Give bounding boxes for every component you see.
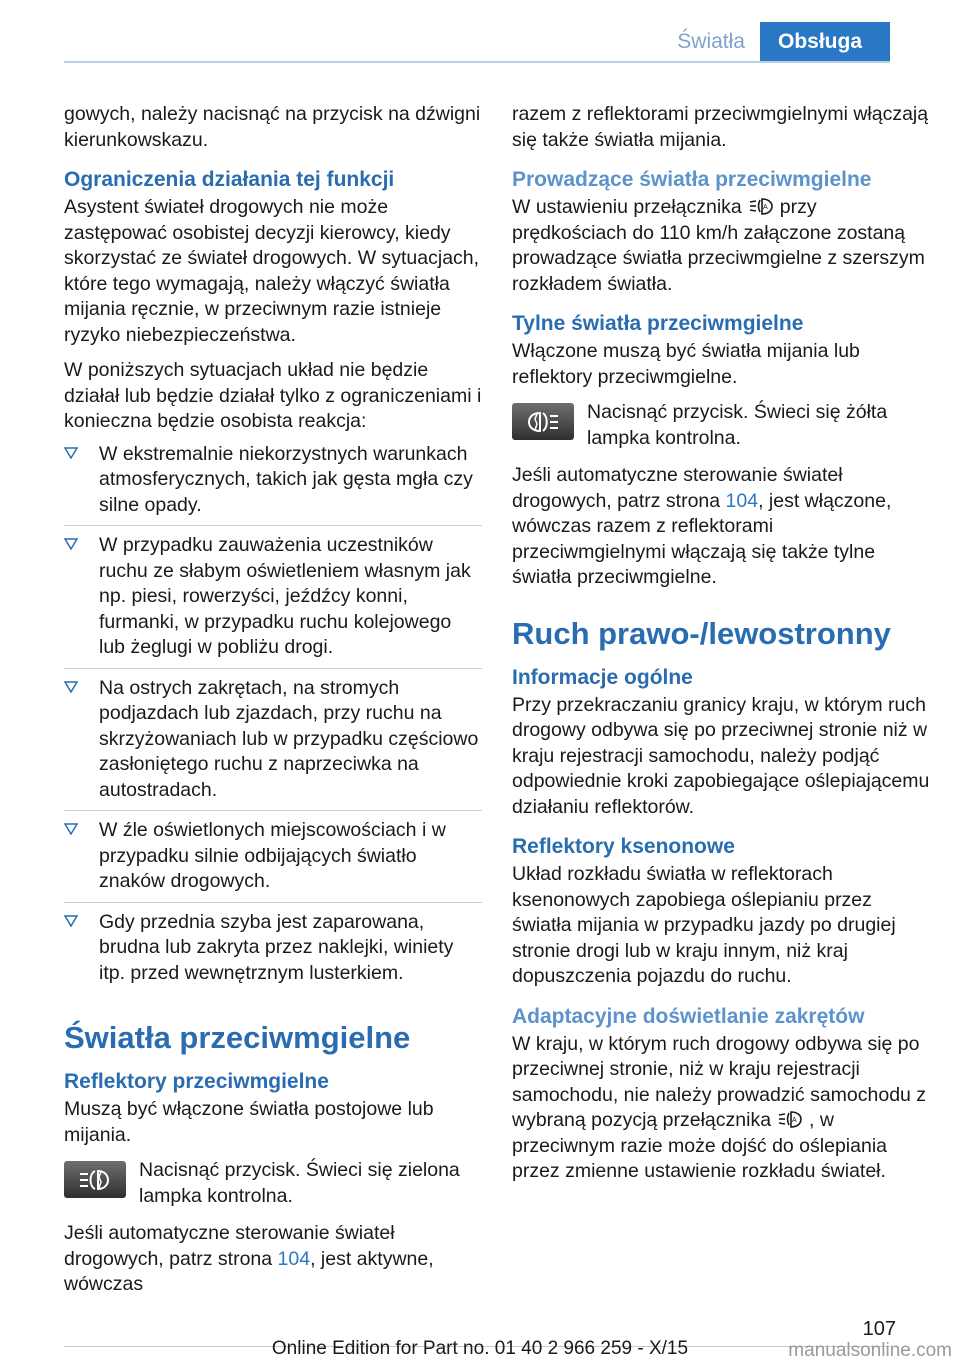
traffic-side-heading: Ruch prawo-/lewostronny xyxy=(512,615,891,651)
rear-fog-auto-paragraph xyxy=(512,463,930,591)
list-item-text: Na ostrych zakrętach, na stromych podjazdach lub zjazdach, przy ruchu na skrzyżowaniach lub w przypadku częściowo zasłoniętego ruchu z naprzeciwka na autostradach. xyxy=(99,676,479,801)
header-tabs xyxy=(677,22,890,62)
general-info-paragraph: Przy przekraczaniu granicy kraju, w którym ruch drogowy odbywa się po przeciwnej stronie niż w kraju rejestracji samochodu, należy podjąć odpowiednie kroki zapobiegające oślepiającemu działaniu reflektorów. xyxy=(512,693,930,818)
page-number: 107 xyxy=(862,1318,896,1340)
list-item xyxy=(64,435,482,527)
triangle-bullet-icon xyxy=(64,447,78,459)
limits-paragraph-1: Asystent świateł drogowych nie może zastępować osobistej decyzji kierowcy, kiedy skorzystać ze świateł drogowych. W sytuacjach, które tego wymagają, należy włączyć światła mijania ręcznie, w przeciwnym razie istnieje ryzyko niebezpieczeństwa. xyxy=(64,196,480,346)
front-fog-button[interactable] xyxy=(64,1161,126,1198)
triangle-bullet-icon xyxy=(64,538,78,550)
front-fog-button-row xyxy=(64,1158,482,1209)
front-fog-light-icon xyxy=(78,1169,112,1191)
xenon-heading: Reflektory ksenonowe xyxy=(512,835,735,858)
list-item-text: Gdy przednia szyba jest zaparowana, brudna lub zakryta przez naklejki, winiety itp. przed wewnętrznym lusterkiem. xyxy=(99,910,454,984)
triangle-bullet-icon xyxy=(64,915,78,927)
left-column xyxy=(64,102,482,1308)
footer-edition-text: Online Edition for Part no. 01 40 2 966 259 - X/15 xyxy=(271,1338,689,1359)
rear-fog-paragraph: Włączone muszą być światła mijania lub reflektory przeciwmgielne. xyxy=(512,340,860,388)
front-fog-button-text: Nacisnąć przycisk. Świeci się zielona lampka kontrolna. xyxy=(139,1159,460,1207)
general-info-heading: Informacje ogólne xyxy=(512,665,693,689)
rear-fog-auto-text-b: , jest włączone, wówczas razem z reflektorami przeciwmgielnymi włączają się także tylne światła przeciwmgielne. xyxy=(512,489,892,588)
leading-fog-text-b: przy prędkościach do 110 km/h załączone zostaną prowadzące światła przeciwmgielne z szerszym rozkładem światła. xyxy=(512,196,925,295)
header-chapter-tab[interactable]: Obsługa xyxy=(760,22,890,62)
adaptive-text-a: W kraju, w którym ruch drogowy odbywa się po przeciwnej stronie, niż w kraju rejestracji samochodu, nie należy prowadzić samochodu z wybraną pozycją przełącznika xyxy=(512,1032,927,1131)
adaptive-text-b: , w przeciwnym razie może dojść do oślepiania przez zmienne ustawienie rozkładu świateł. xyxy=(512,1109,888,1182)
rear-fog-button[interactable] xyxy=(512,403,574,440)
auto-light-switch-icon xyxy=(777,1109,803,1129)
leading-fog-paragraph xyxy=(512,195,930,297)
xenon-paragraph: Układ rozkładu światła w reflektorach ksenonowych zapobiega oślepianiu przez światła mijania w przypadku jazdy po drugiej stronie drogi lub w kraju innym, niż kraj dopuszczenia pojazdu do ruchu. xyxy=(512,863,896,987)
list-item xyxy=(64,669,482,812)
list-item xyxy=(64,903,482,994)
limits-heading: Ograniczenia działania tej funkcji xyxy=(64,168,395,191)
front-fog-auto-text-a: Jeśli automatyczne sterowanie świateł drogowych, patrz strona xyxy=(64,1222,395,1270)
rear-fog-heading: Tylne światła przeciwmgielne xyxy=(512,312,804,335)
list-item xyxy=(64,811,482,903)
svg-text:A: A xyxy=(792,1117,797,1124)
front-fog-auto-text-b: , jest aktywne, wówczas xyxy=(64,1247,434,1295)
header-divider xyxy=(64,61,890,63)
front-fog-paragraph: Muszą być włączone światła postojowe lub mijania. xyxy=(64,1098,434,1146)
triangle-bullet-icon xyxy=(64,823,78,835)
rear-fog-button-text: Nacisnąć przycisk. Świeci się żółta lampka kontrolna. xyxy=(587,401,888,449)
list-item-text: W źle oświetlonych miejscowościach i w przypadku silnie odbijających światło znaków drogowych. xyxy=(99,819,446,892)
limits-paragraph-2: W poniższych sytuacjach układ nie będzie działał lub będzie działał tylko z ograniczeniami i konieczna będzie osobista reakcja: xyxy=(64,359,482,432)
header-section-tab[interactable]: Światła xyxy=(677,30,745,53)
list-item-text: W przypadku zauważenia uczestników ruchu ze słabym oświetleniem własnym jak np. piesi, rowerzyści, jeźdźcy konni, furmanki, w przypadku ruchu kolejowego lub żeglugi w pobliżu drogi. xyxy=(99,534,471,658)
page-104-link[interactable]: 104 xyxy=(725,489,759,512)
leading-fog-text-a: W ustawieniu przełącznika xyxy=(512,196,742,218)
adaptive-curve-heading: Adaptacyjne doświetlanie zakrętów xyxy=(512,1004,865,1028)
intro-paragraph: gowych, należy nacisnąć na przycisk na dźwigni kierunkowskazu. xyxy=(64,103,481,151)
rear-fog-auto-text-a: Jeśli automatyczne sterowanie świateł drogowych, patrz strona xyxy=(512,464,843,512)
leading-fog-heading: Prowadzące światła przeciwmgielne xyxy=(512,168,872,191)
adaptive-curve-paragraph xyxy=(512,1032,930,1185)
svg-text:A: A xyxy=(762,204,768,211)
rear-fog-light-icon xyxy=(526,411,560,433)
continuation-paragraph: razem z reflektorami przeciwmgielnymi włączają się także światła mijania. xyxy=(512,103,929,151)
front-fog-heading: Reflektory przeciwmgielne xyxy=(64,1070,329,1093)
front-fog-auto-paragraph xyxy=(64,1221,482,1298)
list-item xyxy=(64,526,482,669)
right-column xyxy=(512,102,930,1195)
rear-fog-button-row xyxy=(512,400,930,451)
limits-list xyxy=(64,435,482,994)
fog-lights-heading: Światła przeciwmgielne xyxy=(64,1020,411,1055)
triangle-bullet-icon xyxy=(64,681,78,693)
page-104-link[interactable]: 104 xyxy=(277,1247,311,1270)
watermark: manualsonline.com xyxy=(788,1340,952,1361)
list-item-text: W ekstremalnie niekorzystnych warunkach atmosferycznych, takich jak gęsta mgła czy silne opady. xyxy=(99,442,473,516)
auto-light-switch-icon xyxy=(748,196,774,216)
